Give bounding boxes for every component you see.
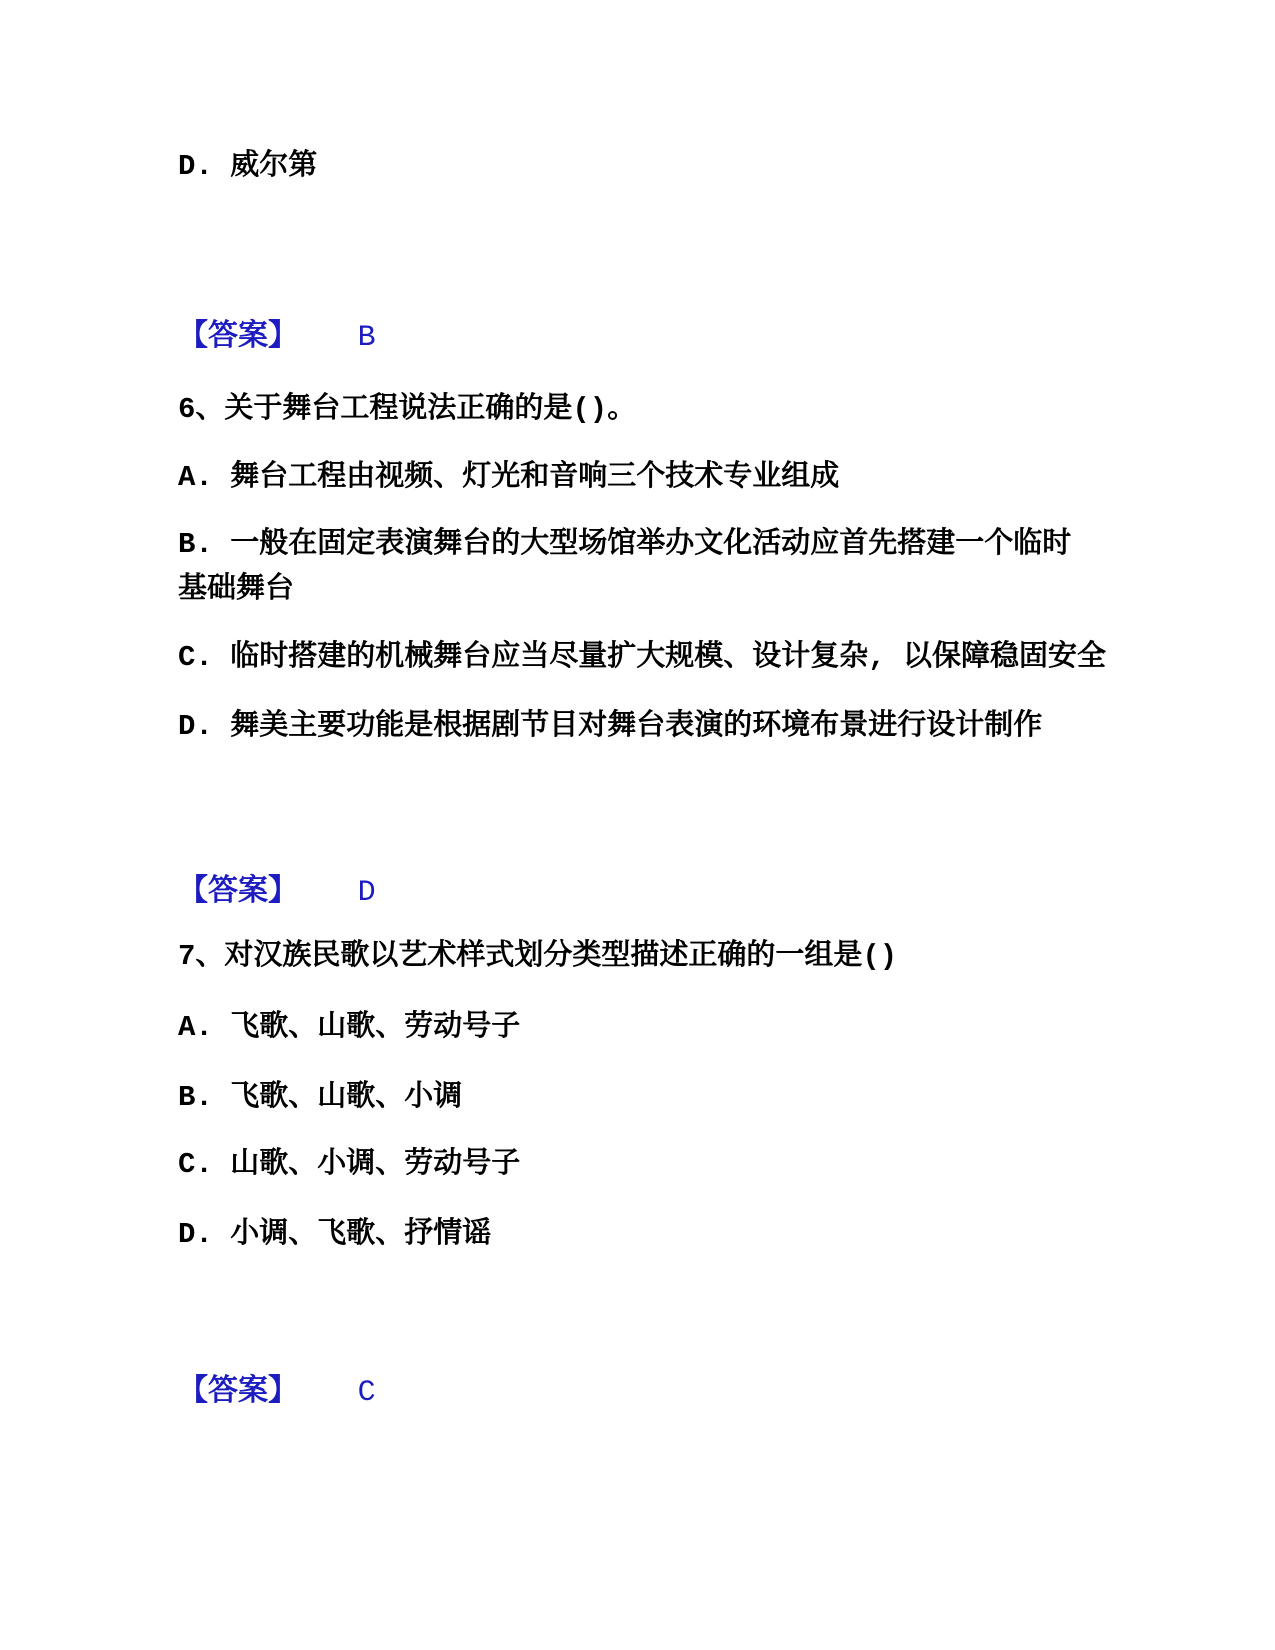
question-7-option-d: D. 小调、飞歌、抒情谣 [178,1218,492,1251]
carryover-option-d: D. 威尔第 [178,150,318,183]
question-7-option-b: B. 飞歌、山歌、小调 [178,1081,463,1114]
question-6-option-c: C. 临时搭建的机械舞台应当尽量扩大规模、设计复杂, 以保障稳固安全 [178,641,1107,674]
question-6-option-d: D. 舞美主要功能是根据剧节目对舞台表演的环境布景进行设计制作 [178,710,1043,743]
answer-value: C [357,1376,376,1410]
answer-row-question-6 [178,871,376,913]
question-7-option-c: C. 山歌、小调、劳动号子 [178,1148,521,1181]
answer-label: 【答案】 [178,1373,298,1408]
question-7-text: 7、对汉族民歌以艺术样式划分类型描述正确的一组是() [178,940,898,973]
answer-row-carryover [178,316,376,358]
question-7-option-a: A. 飞歌、山歌、劳动号子 [178,1011,521,1044]
question-6-option-b: B. 一般在固定表演舞台的大型场馆举办文化活动应首先搭建一个临时基础舞台 [178,528,1072,606]
answer-label: 【答案】 [178,318,298,353]
question-6-option-a: A. 舞台工程由视频、灯光和音响三个技术专业组成 [178,461,840,494]
answer-value: D [357,876,376,910]
answer-value: B [357,321,376,355]
question-6-text: 6、关于舞台工程说法正确的是()。 [178,393,637,426]
answer-label: 【答案】 [178,873,298,908]
answer-row-question-7 [178,1371,376,1413]
